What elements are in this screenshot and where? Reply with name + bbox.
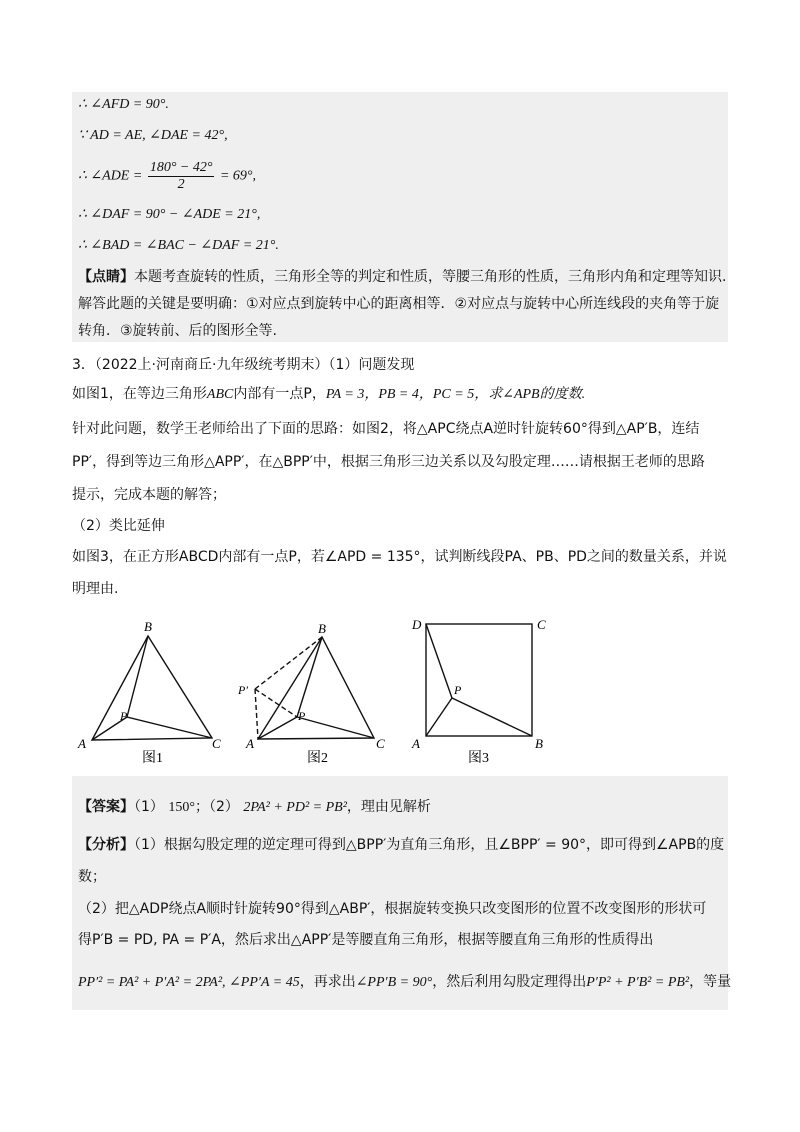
label-p-prime: P′ bbox=[238, 683, 248, 697]
square-abcd bbox=[426, 624, 532, 736]
problem-source: （2022上·河南商丘·九年级统考期末）（1）问题发现 bbox=[94, 357, 415, 373]
analysis-math: PP′² = PA² + P′A² = 2PA², ∠PP′A = 45 bbox=[78, 975, 300, 990]
solution-line bbox=[78, 160, 726, 193]
label-a: A bbox=[412, 736, 420, 751]
figure-caption: 图3 bbox=[468, 751, 489, 766]
dianjing-line bbox=[78, 267, 726, 287]
analysis-label: 【分析】 bbox=[78, 837, 134, 853]
problem-math: ABC bbox=[206, 387, 234, 402]
dianjing-line: 转角．③旋转前、后的图形全等. bbox=[78, 323, 278, 339]
answer-value-1: 150° bbox=[168, 800, 195, 815]
analysis-text: ，然后利用勾股定理得出 bbox=[432, 974, 587, 990]
label-c: C bbox=[212, 736, 221, 751]
analysis-line bbox=[78, 972, 732, 993]
analysis-line: （2）把△ADP绕点A顺时针旋转90°得到△ABP′，根据旋转变换只改变图形的位置不改变图形的形状可 bbox=[78, 901, 707, 917]
label-c: C bbox=[537, 617, 546, 632]
dianjing-text: 本题考查旋转的性质，三角形全等的判定和性质，等腰三角形的性质，三角形内角和定理等知识. bbox=[134, 269, 727, 285]
answer-label: 【答案】 bbox=[78, 799, 134, 815]
problem-part-heading: （2）类比延伸 bbox=[72, 518, 165, 534]
problem-line bbox=[72, 384, 720, 405]
answer-separator: ；（2） bbox=[194, 799, 239, 815]
figure-1 bbox=[92, 636, 212, 740]
answer-part: （1） bbox=[134, 799, 164, 815]
label-a: A bbox=[246, 736, 254, 751]
fraction bbox=[148, 160, 215, 193]
problem-line: 如图3，在正方形ABCD内部有一点P，若∠APD = 135°，试判断线段PA、PB、PD之间的数量关系，并说 bbox=[72, 549, 727, 565]
problem-math: PA = 3，PB = 4，PC = 5，求∠APB的度数. bbox=[325, 387, 586, 402]
answer-line bbox=[78, 797, 726, 818]
problem-text: 如图1，在等边三角形 bbox=[72, 386, 207, 402]
problem-text: P， bbox=[303, 386, 326, 402]
segment-pc bbox=[127, 717, 212, 738]
dianjing-line: 解答此题的关键是要明确：①对应点到旋转中心的距离相等．②对应点与旋转中心所连线段的夹角等于旋 bbox=[78, 296, 720, 312]
answer-value-2: 2PA² + PD² = PB² bbox=[243, 800, 347, 815]
label-p: P bbox=[298, 709, 306, 723]
problem-line: 明理由. bbox=[72, 581, 119, 597]
triangle-abc bbox=[92, 636, 212, 740]
solution-line: ∴ ∠DAF = 90° − ∠ADE = 21°, bbox=[78, 207, 261, 222]
problem-text: 内部有一点 bbox=[233, 386, 304, 402]
problem-line: 提示，完成本题的解答； bbox=[72, 487, 226, 503]
label-c: C bbox=[376, 736, 385, 751]
segment-pd bbox=[426, 624, 452, 698]
fraction-denominator: 2 bbox=[177, 177, 185, 192]
solution-text: = 69°, bbox=[219, 168, 257, 184]
solution-line: ∴ ∠BAD = ∠BAC − ∠DAF = 21°. bbox=[78, 238, 279, 253]
label-b: B bbox=[535, 736, 543, 751]
analysis-line bbox=[78, 835, 726, 855]
analysis-line: 数； bbox=[78, 869, 106, 885]
segment-p-p-prime bbox=[255, 689, 297, 717]
analysis-text: ，等量 bbox=[689, 974, 732, 990]
segment-pb bbox=[127, 636, 148, 717]
problem-header bbox=[72, 355, 720, 375]
segment-pc bbox=[297, 717, 374, 738]
dianjing-label: 【点睛】 bbox=[78, 269, 134, 285]
segment-pb bbox=[452, 698, 532, 736]
analysis-math: P′P² + P′B² = PB² bbox=[586, 975, 690, 990]
analysis-line: 得P′B = PD, PA = P′A，然后求出△APP′是等腰直角三角形，根据等腰直角三角形的性质得出 bbox=[78, 932, 654, 948]
analysis-text: （1）根据勾股定理的逆定理可得到△BPP′为直角三角形，且∠BPP′ = 90°，即可得到∠APB的度 bbox=[134, 837, 725, 853]
triangle-abc bbox=[258, 637, 374, 739]
problem-number: 3． bbox=[72, 357, 95, 373]
problem-line: PP′，得到等边三角形△APP′，在△BPP′中，根据三角形三边关系以及勾股定理……请根据王老师的思路 bbox=[72, 454, 705, 470]
segment-pa bbox=[426, 698, 452, 736]
figure-caption: 图2 bbox=[307, 751, 328, 766]
label-a: A bbox=[78, 736, 86, 751]
figures bbox=[72, 612, 582, 768]
solution-line: ∴ ∠AFD = 90°. bbox=[78, 97, 169, 112]
figure-caption: 图1 bbox=[142, 751, 163, 766]
analysis-math: ∠PP′B = 90° bbox=[355, 975, 433, 990]
figure-3 bbox=[426, 624, 532, 736]
segment-pb bbox=[297, 637, 322, 717]
figure-2 bbox=[255, 637, 374, 739]
label-b: B bbox=[318, 621, 326, 636]
label-p: P bbox=[120, 709, 128, 723]
label-d: D bbox=[412, 617, 422, 632]
answer-tail: ，理由见解析 bbox=[346, 799, 431, 815]
analysis-text: ，再求出 bbox=[299, 974, 356, 990]
fraction-numerator: 180° − 42° bbox=[149, 160, 213, 175]
segment-p-prime-b bbox=[255, 637, 322, 689]
label-b: B bbox=[144, 619, 152, 634]
segment-pa bbox=[258, 717, 297, 739]
problem-line: 针对此问题，数学王老师给出了下面的思路：如图2，将△APC绕点A逆时针旋转60°得到△AP′B，连结 bbox=[72, 421, 700, 437]
label-p: P bbox=[454, 683, 462, 697]
solution-line: ∵ AD = AE, ∠DAE = 42°, bbox=[78, 128, 228, 143]
solution-text: ∴ ∠ADE = bbox=[78, 168, 143, 184]
segment-a-p-prime bbox=[255, 689, 258, 739]
